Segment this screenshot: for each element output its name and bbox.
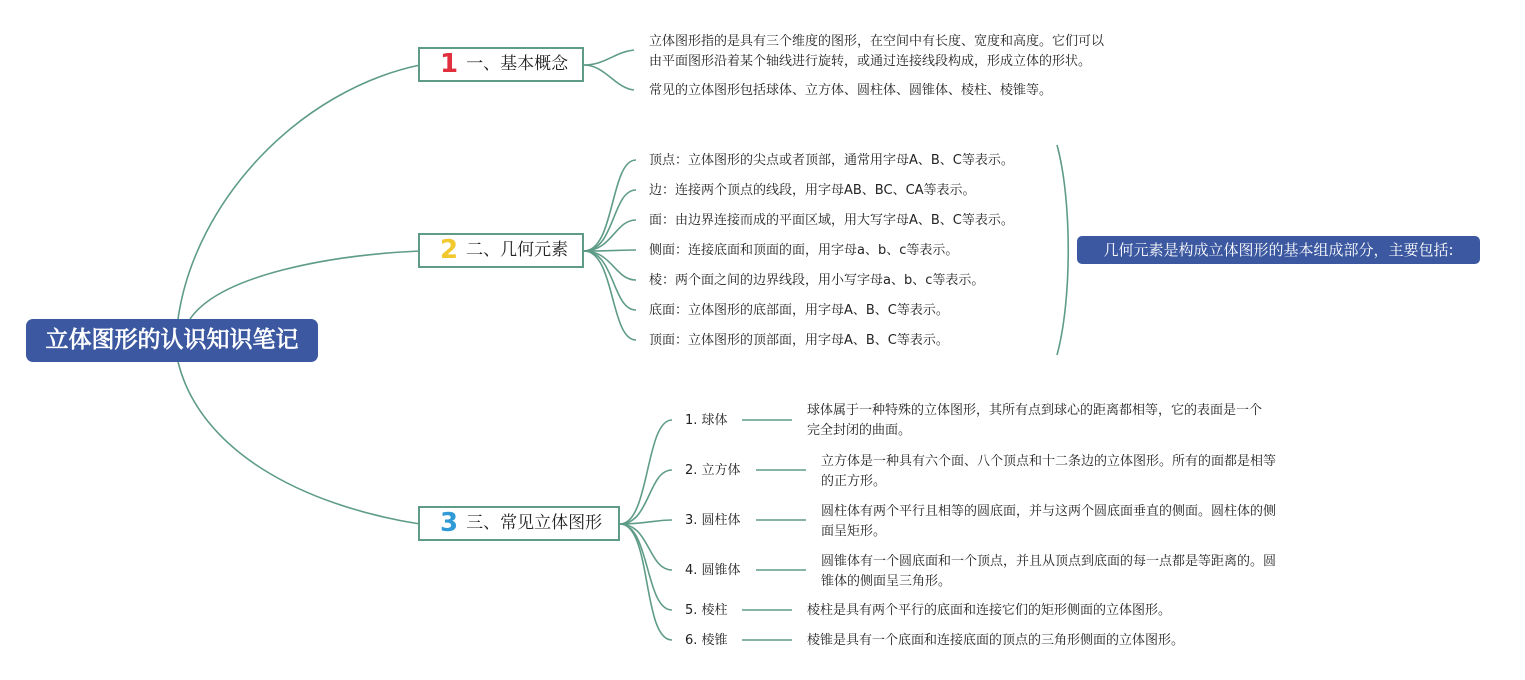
leaf-vertex[interactable]: 顶点：立体图形的尖点或者顶部，通常用字母A、B、C等表示。: [649, 153, 1014, 168]
definition-line-2: 由平面图形沿着某个轴线进行旋转，或通过连接线段构成，形成立体的形状。: [649, 54, 1092, 69]
connector-b1-leaf2: [584, 65, 634, 90]
sub-pyramid[interactable]: 6. 棱锥: [685, 633, 728, 648]
desc-cylinder[interactable]: [821, 502, 1276, 542]
leaf-ridge[interactable]: 棱：两个面之间的边界线段，用小写字母a、b、c等表示。: [649, 273, 985, 288]
sub-prism[interactable]: 5. 棱柱: [685, 603, 728, 618]
desc-pyramid[interactable]: 棱锥是具有一个底面和连接底面的顶点的三角形侧面的立体图形。: [807, 633, 1185, 648]
leaf-top-face[interactable]: 顶面：立体图形的顶部面，用字母A、B、C等表示。: [649, 333, 949, 348]
number-3-icon: 3: [440, 508, 459, 538]
connector-root-b3: [178, 362, 420, 524]
desc-cone[interactable]: [821, 552, 1276, 592]
sub-sphere[interactable]: 1. 球体: [685, 413, 728, 428]
desc-line-2: 的正方形。: [821, 474, 887, 489]
connector-root-b1: [178, 65, 420, 319]
connector-b1-leaf1: [584, 50, 634, 65]
desc-line-1: 圆锥体有一个圆底面和一个顶点，并且从顶点到底面的每一点都是等距离的。圆: [821, 554, 1277, 569]
branch-label: 一、基本概念: [466, 54, 569, 74]
desc-line-2: 面呈矩形。: [821, 524, 887, 539]
desc-line-1: 球体属于一种特殊的立体图形，其所有点到球心的距离都相等，它的表面是一个: [807, 403, 1263, 418]
branch-common-solids[interactable]: [418, 506, 620, 541]
summary-bracket: [1057, 145, 1068, 355]
leaf-common[interactable]: 常见的立体图形包括球体、立方体、圆柱体、圆锥体、棱柱、棱锥等。: [649, 83, 1053, 98]
leaf-side-face[interactable]: 侧面：连接底面和顶面的面，用字母a、b、c等表示。: [649, 243, 959, 258]
desc-line-2: 锥体的侧面呈三角形。: [821, 574, 952, 589]
branch-geometric-elements[interactable]: [418, 233, 584, 268]
connector-root-b2: [190, 251, 420, 319]
sub-cube[interactable]: 2. 立方体: [685, 463, 741, 478]
branch-basic-concepts[interactable]: [418, 47, 584, 82]
sub-cylinder[interactable]: 3. 圆柱体: [685, 513, 741, 528]
branch-label: 二、几何元素: [466, 240, 569, 260]
leaf-bottom-face[interactable]: 底面：立体图形的底部面，用字母A、B、C等表示。: [649, 303, 949, 318]
sub-cone[interactable]: 4. 圆锥体: [685, 563, 741, 578]
desc-cube[interactable]: [821, 452, 1276, 492]
definition-line-1: 立体图形指的是具有三个维度的图形，在空间中有长度、宽度和高度。它们可以: [649, 34, 1105, 49]
leaf-edge[interactable]: 边：连接两个顶点的线段，用字母AB、BC、CA等表示。: [649, 183, 976, 198]
desc-line-1: 圆柱体有两个平行且相等的圆底面，并与这两个圆底面垂直的侧面。圆柱体的侧: [821, 504, 1277, 519]
number-2-icon: 2: [440, 235, 459, 265]
desc-prism[interactable]: 棱柱是具有两个平行的底面和连接它们的矩形侧面的立体图形。: [807, 603, 1172, 618]
branch-label: 三、常见立体图形: [466, 513, 603, 533]
desc-line-1: 立方体是一种具有六个面、八个顶点和十二条边的立体图形。所有的面都是相等: [821, 454, 1277, 469]
leaf-definition[interactable]: [649, 32, 1104, 72]
desc-line-2: 完全封闭的曲面。: [807, 423, 912, 438]
root-topic[interactable]: 立体图形的认识知识笔记: [26, 319, 318, 362]
summary-callout[interactable]: 几何元素是构成立体图形的基本组成部分，主要包括:: [1077, 236, 1480, 264]
number-1-icon: 1: [440, 49, 459, 79]
desc-sphere[interactable]: [807, 401, 1262, 441]
leaf-face[interactable]: 面：由边界连接而成的平面区域，用大写字母A、B、C等表示。: [649, 213, 1014, 228]
